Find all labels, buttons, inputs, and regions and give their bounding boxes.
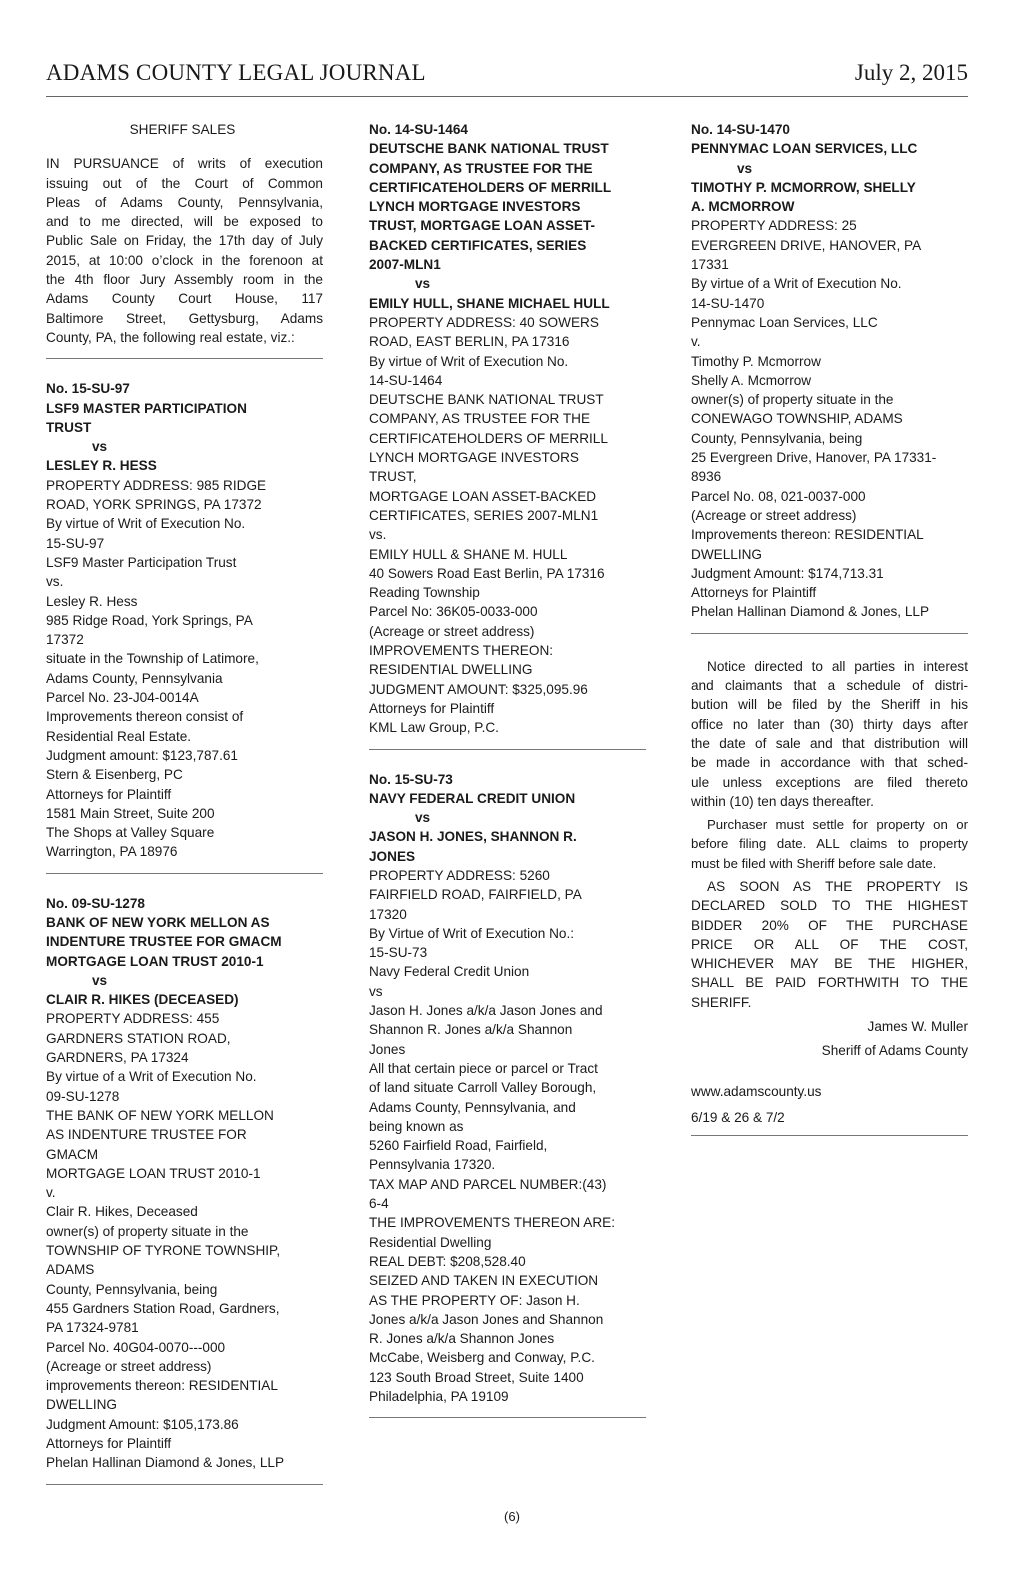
divider (691, 633, 968, 634)
detail-line: THE IMPROVEMENTS THEREON ARE: (369, 1215, 615, 1231)
text-line: ule unless exceptions are filed thereto (691, 774, 968, 790)
detail-line: Attorneys for Plaintiff (46, 786, 172, 802)
detail-line: Philadelphia, PA 19109 (369, 1389, 509, 1404)
detail-line: (Acreage or street address) (46, 1358, 212, 1374)
detail-line: 40 Sowers Road East Berlin, PA 17316 (369, 565, 605, 581)
detail-line: GMACM (46, 1146, 99, 1162)
detail-line: Jones a/k/a Jason Jones and Shannon (369, 1311, 604, 1327)
versus-label: vs (415, 276, 431, 292)
detail-line: 09-SU-1278 (46, 1088, 120, 1104)
sale-entry-15-su-97 (46, 379, 323, 861)
detail-line: Pennsylvania 17320. (369, 1157, 496, 1173)
detail-line: McCabe, Weisberg and Conway, P.C. (369, 1350, 595, 1366)
purchaser-notice (691, 815, 968, 873)
publication-dates: 6/19 & 26 & 7/2 (691, 1109, 785, 1125)
detail-line: JUDGMENT AMOUNT: $325,095.96 (369, 681, 588, 697)
detail-line: v. (46, 1185, 56, 1201)
issue-date: July 2, 2015 (854, 60, 968, 85)
detail-line: Warrington, PA 18976 (46, 844, 178, 860)
text-line: 2015, at 10:00 o’clock in the forenoon at (46, 252, 323, 268)
detail-line: 15-SU-73 (369, 945, 428, 961)
plaintiff-line: COMPANY, AS TRUSTEE FOR THE (369, 160, 593, 176)
detail-line: GARDNERS, PA 17324 (46, 1050, 189, 1066)
detail-line: DWELLING (691, 546, 763, 562)
detail-line: Navy Federal Credit Union (369, 964, 530, 980)
detail-line: Pennymac Loan Services, LLC (691, 314, 878, 330)
signer-title: Sheriff of Adams County (821, 1043, 968, 1059)
plaintiff-line: LYNCH MORTGAGE INVESTORS (369, 199, 581, 215)
text-line: the 4th floor Jury Assembly room in the (46, 272, 323, 288)
text-line: the date of sale and that distribution will (691, 735, 968, 751)
detail-line: ROAD, YORK SPRINGS, PA 17372 (46, 497, 262, 513)
detail-line: 455 Gardners Station Road, Gardners, (46, 1300, 280, 1316)
detail-line: of land situate Carroll Valley Borough, (369, 1080, 597, 1096)
detail-line: Clair R. Hikes, Deceased (46, 1204, 198, 1220)
detail-line: MORTGAGE LOAN ASSET-BACKED (369, 488, 597, 504)
text-line: Purchaser must settle for property on or (707, 817, 968, 833)
detail-line: 14-SU-1464 (369, 372, 443, 388)
divider (691, 1135, 968, 1136)
divider (46, 873, 323, 874)
plaintiff-line: INDENTURE TRUSTEE FOR GMACM (46, 934, 282, 950)
distribution-notice (691, 657, 968, 811)
detail-line: CERTIFICATEHOLDERS OF MERRILL (369, 430, 608, 446)
signer-name: James W. Muller (867, 1019, 968, 1035)
text-line: Notice directed to all parties in interest (707, 658, 968, 674)
detail-line: Shelly A. Mcmorrow (691, 372, 812, 388)
detail-line: By virtue of Writ of Execution No. (46, 516, 246, 532)
plaintiff-line: PENNYMAC LOAN SERVICES, LLC (691, 141, 918, 157)
detail-line: FAIRFIELD ROAD, FAIRFIELD, PA (369, 887, 582, 903)
text-line: Adams County Court House, 117 (46, 291, 323, 307)
text-line: Public Sale on Friday, the 17th day of July (46, 233, 323, 249)
detail-line: Reading Township (369, 585, 480, 601)
detail-line: By virtue of a Writ of Execution No. (691, 276, 902, 292)
detail-line: improvements thereon: RESIDENTIAL (46, 1378, 278, 1394)
defendant-line: JONES (369, 848, 416, 864)
detail-line: Adams County, Pennsylvania (46, 670, 223, 686)
detail-line: All that certain piece or parcel or Tract (369, 1060, 598, 1076)
defendant-line: A. MCMORROW (691, 199, 795, 215)
text-line: and claimants that a schedule of distri- (691, 678, 968, 694)
text-line: DECLARED SOLD TO THE HIGHEST (691, 898, 968, 914)
detail-line: County, Pennsylvania, being (46, 1281, 218, 1297)
detail-line: TAX MAP AND PARCEL NUMBER:(43) (369, 1176, 607, 1192)
detail-line: REAL DEBT: $208,528.40 (369, 1253, 526, 1269)
case-number: No. 09-SU-1278 (46, 895, 145, 911)
detail-line: PROPERTY ADDRESS: 25 (691, 218, 857, 234)
detail-line: SEIZED AND TAKEN IN EXECUTION (369, 1273, 599, 1289)
detail-line: CONEWAGO TOWNSHIP, ADAMS (691, 411, 903, 427)
detail-line: AS THE PROPERTY OF: Jason H. (369, 1292, 580, 1308)
detail-line: Attorneys for Plaintiff (46, 1436, 172, 1451)
detail-line: R. Jones a/k/a Shannon Jones (369, 1331, 555, 1347)
detail-line: By virtue of Writ of Execution No. (369, 353, 569, 369)
detail-line: 5260 Fairfield Road, Fairfield, (369, 1138, 548, 1154)
detail-line: Lesley R. Hess (46, 593, 138, 609)
detail-line: vs (369, 983, 383, 999)
plaintiff-line: TRUST, MORTGAGE LOAN ASSET- (369, 218, 596, 234)
plaintiff-line: MORTGAGE LOAN TRUST 2010-1 (46, 953, 264, 969)
detail-line: Residential Dwelling (369, 1234, 492, 1250)
plaintiff-line: 2007-MLN1 (369, 257, 441, 273)
detail-line: LSF9 Master Participation Trust (46, 554, 237, 570)
journal-header (46, 58, 968, 97)
detail-line: Phelan Hallinan Diamond & Jones, LLP (46, 1455, 285, 1471)
detail-line: Parcel No. 40G04-0070---000 (46, 1339, 226, 1355)
defendant-line: JASON H. JONES, SHANNON R. (369, 829, 577, 845)
plaintiff-line: TRUST (46, 419, 92, 435)
detail-line: v. (691, 334, 701, 350)
case-number: No. 15-SU-73 (369, 771, 453, 787)
text-line: be made in accordance with that sched- (691, 755, 968, 771)
detail-line: EMILY HULL & SHANE M. HULL (369, 546, 568, 562)
detail-line: Jones (369, 1041, 406, 1057)
detail-line: MORTGAGE LOAN TRUST 2010-1 (46, 1165, 261, 1181)
detail-line: situate in the Township of Latimore, (46, 651, 259, 667)
text-line: before filing date. ALL claims to property (691, 836, 968, 852)
text-line: SHERIFF. (691, 994, 752, 1010)
defendant-line: CLAIR R. HIKES (DECEASED) (46, 992, 239, 1008)
detail-line: Stern & Eisenberg, PC (46, 767, 183, 783)
text-line: bution will be filed by the Sheriff in his (691, 697, 968, 713)
text-line: County, PA, the following real estate, viz.: (46, 329, 295, 345)
detail-line: By Virtue of Writ of Execution No.: (369, 925, 575, 941)
versus-label: vs (92, 439, 108, 455)
case-number: No. 15-SU-97 (46, 381, 130, 397)
detail-line: CERTIFICATES, SERIES 2007-MLN1 (369, 507, 599, 523)
defendant-line: EMILY HULL, SHANE MICHAEL HULL (369, 295, 610, 311)
detail-line: Judgment Amount: $105,173.86 (46, 1416, 239, 1432)
divider (46, 1484, 323, 1485)
detail-line: PROPERTY ADDRESS: 985 RIDGE (46, 477, 267, 493)
detail-line: DWELLING (46, 1397, 118, 1413)
detail-line: 17331 (691, 257, 729, 273)
detail-line: (Acreage or street address) (691, 507, 857, 523)
detail-line: 25 Evergreen Drive, Hanover, PA 17331- (691, 450, 937, 466)
detail-line: owner(s) of property situate in the (46, 1223, 249, 1239)
text-line: must be filed with Sheriff before sale date. (691, 855, 937, 871)
payment-notice (691, 877, 968, 1012)
defendant-line: TIMOTHY P. MCMORROW, SHELLY (691, 179, 916, 195)
detail-line: Residential Real Estate. (46, 728, 192, 744)
detail-line: PA 17324-9781 (46, 1320, 139, 1336)
detail-line: RESIDENTIAL DWELLING (369, 662, 533, 678)
versus-label: vs (92, 972, 108, 988)
plaintiff-line: NAVY FEDERAL CREDIT UNION (369, 790, 576, 806)
detail-line: COMPANY, AS TRUSTEE FOR THE (369, 411, 591, 427)
detail-line: THE BANK OF NEW YORK MELLON (46, 1107, 274, 1123)
case-number: No. 14-SU-1464 (369, 122, 468, 137)
text-line: office no later than (30) thirty days after (691, 716, 968, 732)
plaintiff-line: CERTIFICATEHOLDERS OF MERRILL (369, 179, 612, 195)
detail-line: 14-SU-1470 (691, 295, 765, 311)
detail-line: vs. (46, 574, 64, 590)
detail-line: Attorneys for Plaintiff (691, 585, 817, 601)
detail-line: 8936 (691, 469, 722, 485)
detail-line: PROPERTY ADDRESS: 5260 (369, 867, 550, 883)
defendant-line: LESLEY R. HESS (46, 458, 157, 474)
detail-line: Improvements thereon: RESIDENTIAL (691, 527, 924, 543)
detail-line: TOWNSHIP OF TYRONE TOWNSHIP, (46, 1243, 281, 1259)
detail-line: LYNCH MORTGAGE INVESTORS (369, 450, 579, 466)
sheriff-sales-heading: SHERIFF SALES (129, 122, 236, 137)
detail-line: AS INDENTURE TRUSTEE FOR (46, 1127, 247, 1143)
versus-label: vs (737, 160, 753, 176)
text-line: Pleas of Adams County, Pennsylvania, (46, 194, 323, 210)
text-line: and to me directed, will be exposed to (46, 214, 323, 230)
detail-line: 17320 (369, 906, 407, 922)
detail-line: Jason H. Jones a/k/a Jason Jones and (369, 1003, 603, 1019)
detail-line: Parcel No. 23-J04-0014A (46, 690, 199, 706)
detail-line: Phelan Hallinan Diamond & Jones, LLP (691, 604, 930, 620)
text-line: WHICHEVER MAY BE THE HIGHER, (691, 956, 968, 972)
text-line: issuing out of the Court of Common (46, 175, 323, 191)
detail-line: ROAD, EAST BERLIN, PA 17316 (369, 334, 570, 350)
journal-title: ADAMS COUNTY LEGAL JOURNAL (46, 60, 426, 85)
detail-line: Parcel No. 08, 021-0037-000 (691, 488, 866, 504)
detail-line: Shannon R. Jones a/k/a Shannon (369, 1022, 573, 1038)
intro-paragraph (46, 154, 323, 347)
detail-line: Parcel No: 36K05-0033-000 (369, 604, 538, 620)
divider (46, 358, 323, 359)
sale-entry-14-su-1464 (369, 120, 646, 738)
text-line: IN PURSUANCE of writs of execution (46, 156, 323, 172)
text-line: within (10) ten days thereafter. (691, 793, 874, 809)
plaintiff-line: LSF9 MASTER PARTICIPATION (46, 400, 247, 416)
detail-line: Adams County, Pennsylvania, and (369, 1099, 576, 1115)
detail-line: 1581 Main Street, Suite 200 (46, 805, 215, 821)
page-number: (6) (504, 1509, 520, 1524)
sale-entry-09-su-1278 (46, 894, 323, 1473)
detail-line: IMPROVEMENTS THEREON: (369, 643, 554, 659)
detail-line: County, Pennsylvania, being (691, 430, 863, 446)
plaintiff-line: BANK OF NEW YORK MELLON AS (46, 914, 270, 930)
text-line: SHALL BE PAID FORTHWITH TO THE (691, 975, 968, 991)
detail-line: 985 Ridge Road, York Springs, PA (46, 612, 253, 628)
column-right (691, 120, 968, 1154)
plaintiff-line: DEUTSCHE BANK NATIONAL TRUST (369, 141, 609, 157)
detail-line: TRUST, (369, 469, 417, 485)
column-left (46, 120, 323, 1503)
detail-line: Judgment Amount: $174,713.31 (691, 565, 884, 581)
versus-label: vs (415, 810, 431, 826)
detail-line: PROPERTY ADDRESS: 40 SOWERS (369, 314, 599, 330)
detail-line: Judgment amount: $123,787.61 (46, 747, 238, 763)
column-middle (369, 120, 646, 1436)
detail-line: 123 South Broad Street, Suite 1400 (369, 1369, 584, 1385)
text-line: BIDDER 20% OF THE PURCHASE (691, 917, 968, 933)
detail-line: Improvements thereon consist of (46, 709, 244, 725)
detail-line: KML Law Group, P.C. (369, 720, 499, 736)
text-line: Baltimore Street, Gettysburg, Adams (46, 310, 323, 326)
detail-line: By virtue of a Writ of Execution No. (46, 1069, 257, 1085)
detail-line: The Shops at Valley Square (46, 825, 215, 841)
county-website-link[interactable]: www.adamscounty.us (691, 1083, 822, 1099)
case-number: No. 14-SU-1470 (691, 122, 790, 137)
detail-line: 15-SU-97 (46, 535, 105, 551)
text-line: AS SOON AS THE PROPERTY IS (707, 878, 968, 894)
detail-line: Timothy P. Mcmorrow (691, 353, 821, 369)
sale-entry-14-su-1470 (691, 120, 968, 622)
divider (369, 1417, 646, 1418)
detail-line: owner(s) of property situate in the (691, 392, 894, 408)
detail-line: Attorneys for Plaintiff (369, 700, 495, 716)
text-line: PRICE OR ALL OF THE COST, (691, 936, 968, 952)
detail-line: being known as (369, 1118, 464, 1134)
divider (369, 749, 646, 750)
detail-line: PROPERTY ADDRESS: 455 (46, 1011, 220, 1027)
detail-line: vs. (369, 527, 387, 543)
detail-line: ADAMS (46, 1262, 95, 1278)
sale-entry-15-su-73 (369, 770, 646, 1407)
detail-line: EVERGREEN DRIVE, HANOVER, PA (691, 237, 922, 253)
detail-line: GARDNERS STATION ROAD, (46, 1030, 231, 1046)
detail-line: 17372 (46, 632, 84, 648)
detail-line: 6-4 (369, 1196, 389, 1212)
plaintiff-line: BACKED CERTIFICATES, SERIES (369, 237, 587, 253)
detail-line: DEUTSCHE BANK NATIONAL TRUST (369, 392, 604, 408)
detail-line: (Acreage or street address) (369, 623, 535, 639)
